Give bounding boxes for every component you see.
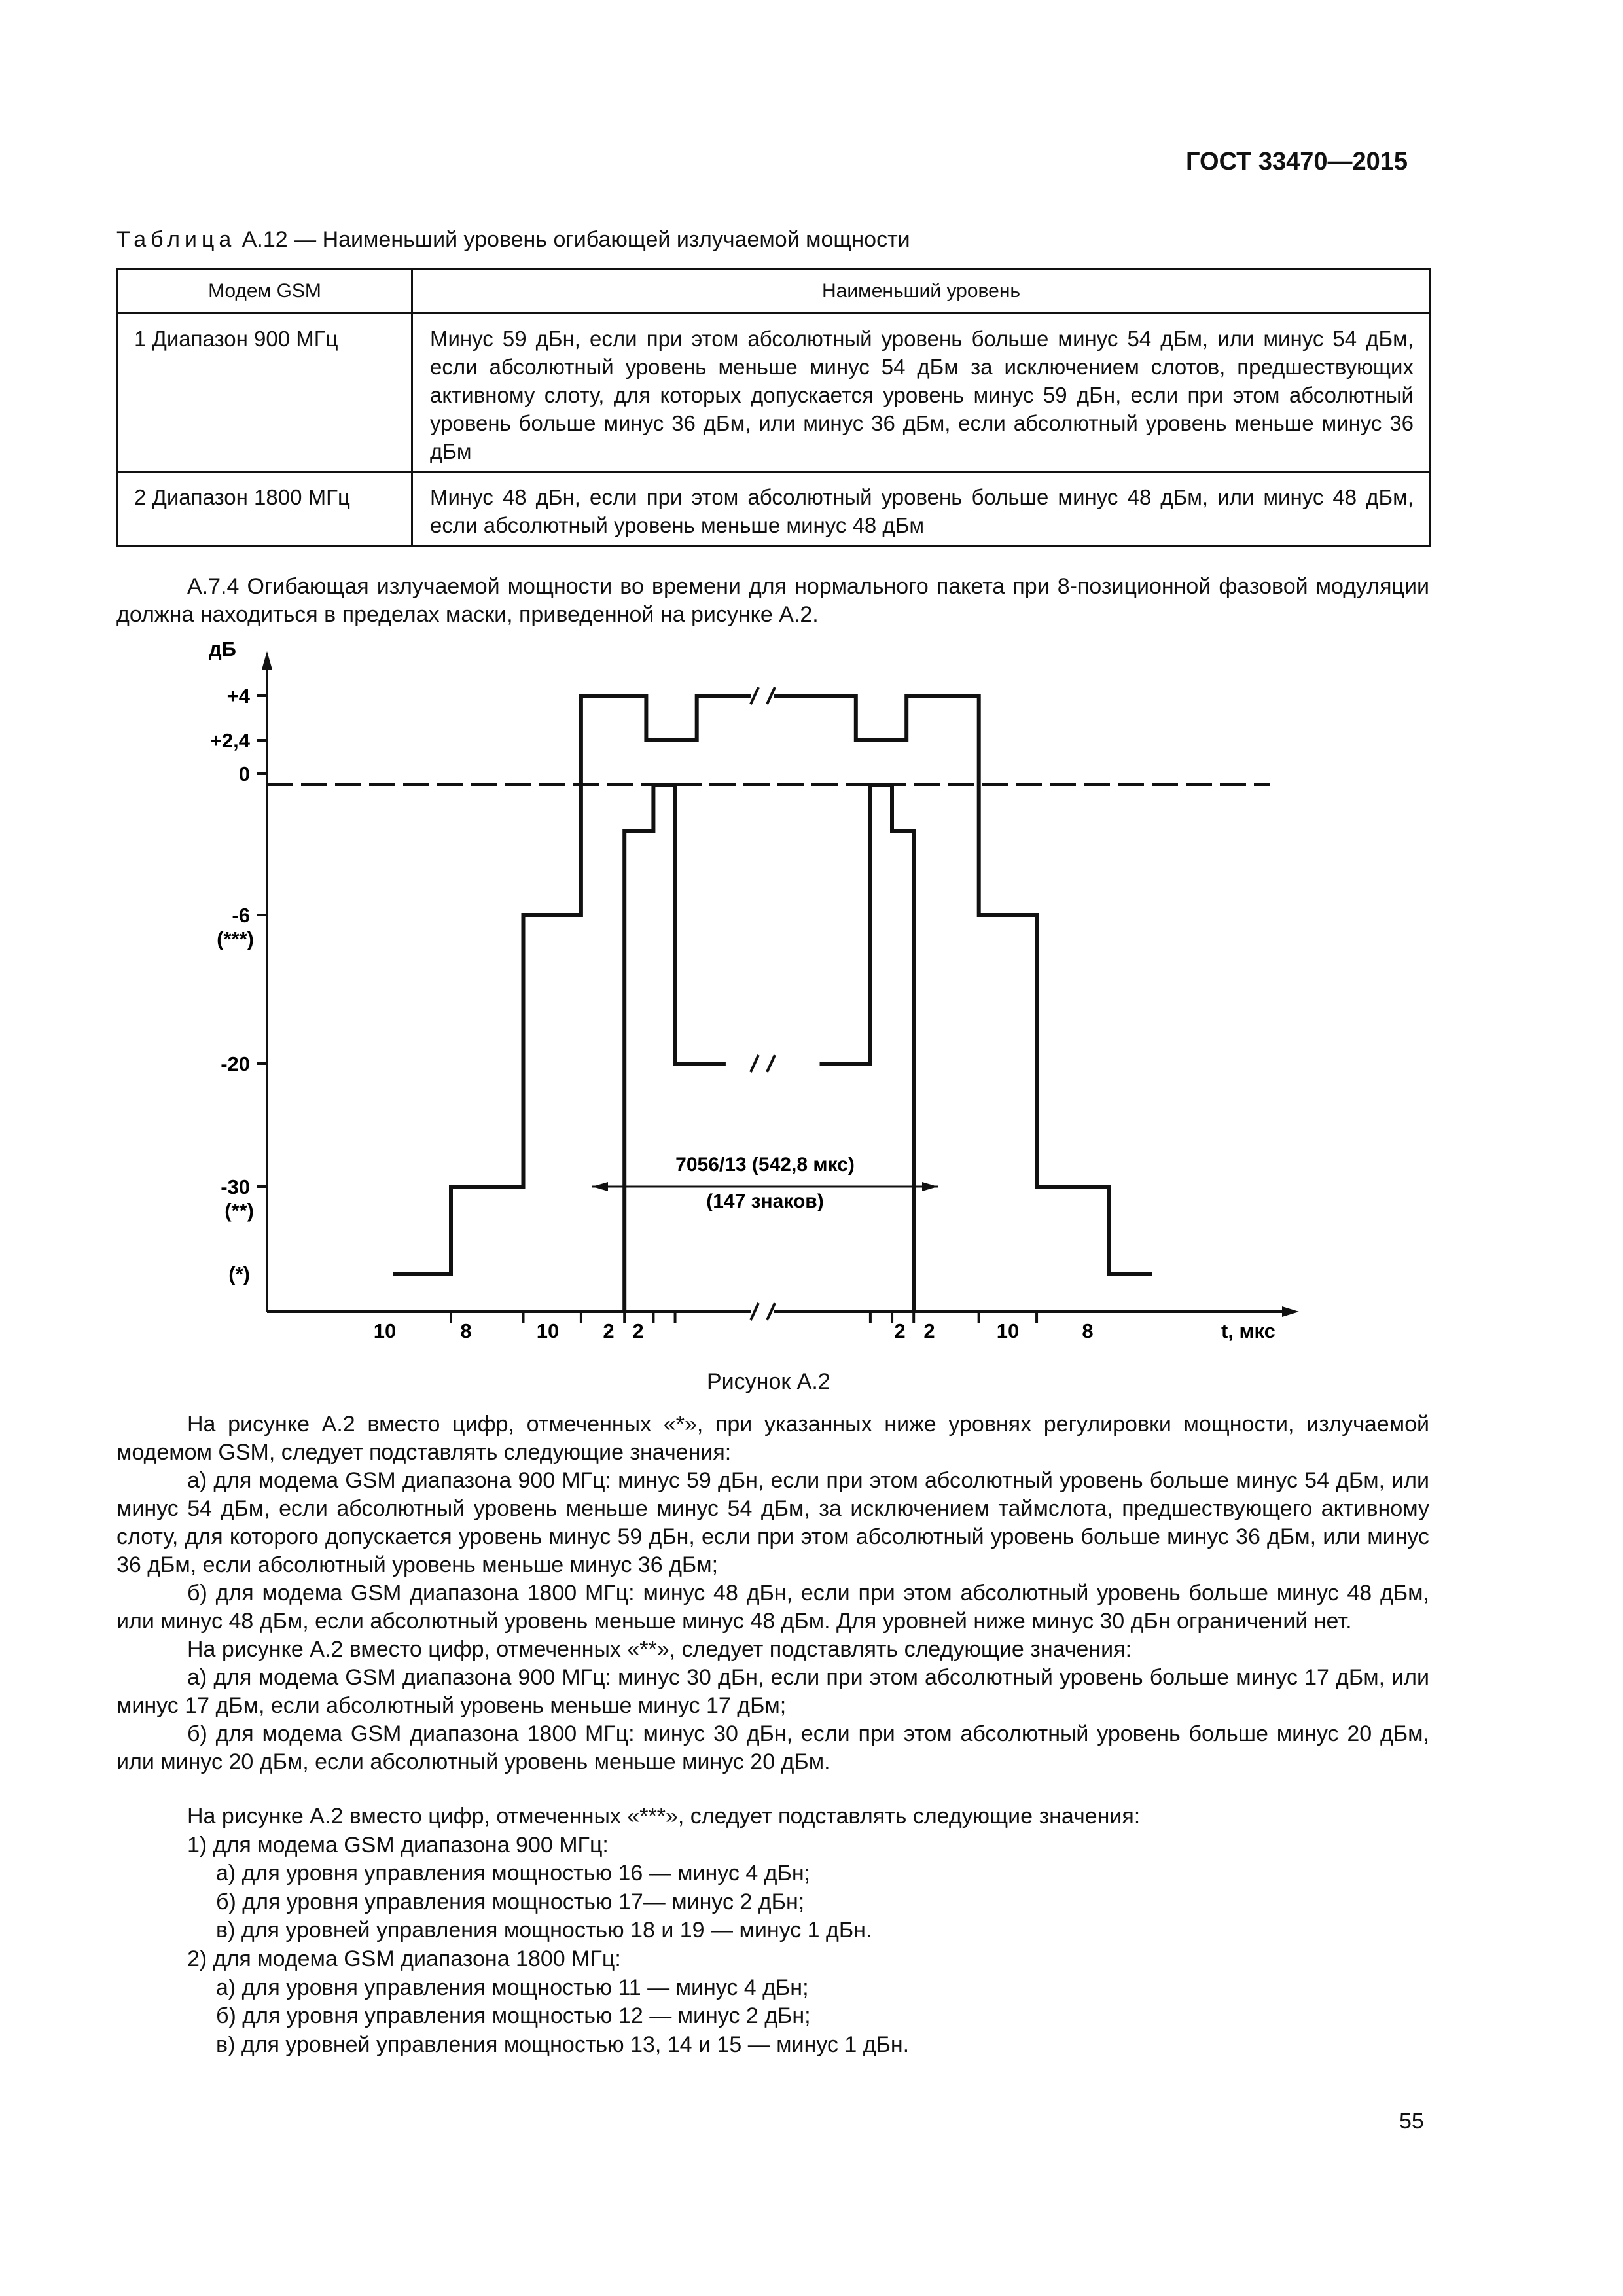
list-item: а) для уровня управления мощностью 16 — минус 4 дБн; [216,1861,811,1886]
list-item: б) для уровня управления мощностью 12 — минус 2 дБн; [216,2003,811,2029]
table-cell-level: Минус 48 дБн, если при этом абсолютный уровень больше минус 48 дБм, или минус 48 дБм, если абсолютный уровень меньше минус 48 дБм [412,472,1431,546]
list-item: На рисунке А.2 вместо цифр, отмеченных «***», следует подставлять следующие значения: [187,1804,1141,1829]
page-number: 55 [1399,2109,1424,2134]
span-annotation [592,1154,938,1212]
list-item: 1) для модема GSM диапазона 900 МГц: [187,1832,609,1857]
y-axis-label: дБ [209,637,236,660]
table-caption-prefix: Таблица [116,227,236,252]
column-header-level: Наименьший уровень [412,270,1431,314]
value-list [116,1803,1429,2059]
arrow-left-icon [592,1182,608,1191]
break-mark-middle [751,1055,775,1072]
chart-axes [262,651,1299,1317]
x-segment-label: 2 [632,1319,644,1342]
intro-paragraph: А.7.4 Огибающая излучаемой мощности во времени для нормального пакета при 8-позиционной фазовой модуляции должна находиться в пределах маски, приведенной на рисунке А.2. [116,574,1429,627]
arrow-right-icon [922,1182,938,1191]
span-sublabel: (147 знаков) [706,1191,824,1212]
x-segment-label: 10 [996,1319,1020,1342]
mask-series [393,696,1152,1312]
column-header-modem: Модем GSM [118,270,412,314]
table-cell-modem: 2 Диапазон 1800 МГц [118,472,412,546]
figure-caption: Рисунок А.2 [707,1369,830,1394]
x-segment-label: 2 [603,1319,615,1342]
table-caption-text: А.12 — Наименьший уровень огибающей излучаемой мощности [236,227,910,252]
x-segment-label: 8 [460,1319,472,1342]
list-item: б) для уровня управления мощностью 17— минус 2 дБн; [216,1889,805,1914]
list-item: а) для уровня управления мощностью 11 — минус 4 дБн; [216,1975,809,2000]
y-tick-label: +4 [226,685,250,708]
list-item: в) для уровней управления мощностью 18 и 19 — минус 1 дБн. [216,1918,872,1943]
mask-line [624,785,726,1312]
x-axis-arrow-icon [1282,1306,1299,1317]
mask-line [820,785,914,1312]
paragraph: На рисунке А.2 вместо цифр, отмеченных «*», при указанных ниже уровнях регулировки мощности, излучаемой модемом GSM, следует подставлять следующие значения: [116,1412,1429,1465]
x-segment-label: 10 [536,1319,560,1342]
table-cell-modem: 1 Диапазон 900 МГц [118,314,412,472]
paragraph: а) для модема GSM диапазона 900 МГц: минус 30 дБн, если при этом абсолютный уровень больше минус 17 дБм, или минус 17 дБм, если абсолютный уровень меньше минус 17 дБм; [116,1665,1429,1718]
table-cell-level: Минус 59 дБн, если при этом абсолютный уровень больше минус 54 дБм, или минус 54 дБм, если абсолютный уровень меньше минус 54 дБм за исключением слотов, предшествующих активному слоту, для которых допускается уровень минус 59 дБн, если при этом абсолютный уровень больше минус 36 дБм, или минус 36 дБм, если абсолютный уровень меньше минус 36 дБм [412,314,1431,472]
paragraph: На рисунке А.2 вместо цифр, отмеченных «**», следует подставлять следующие значения: [187,1637,1132,1662]
y-tick-label: -20 [221,1052,250,1075]
y-tick-label: +2,4 [209,729,250,752]
list-item: в) для уровней управления мощностью 13, 14 и 15 — минус 1 дБн. [216,2032,910,2057]
break-mark-top [751,687,775,704]
body-text [116,1410,1429,1776]
y-ticks [210,685,267,1285]
x-segment-label: 2 [923,1319,935,1342]
paragraph: б) для модема GSM диапазона 1800 МГц: минус 30 дБн, если при этом абсолютный уровень больше минус 20 дБм, или минус 20 дБм, если абсолютный уровень меньше минус 20 дБм. [116,1721,1429,1774]
paragraph: б) для модема GSM диапазона 1800 МГц: минус 48 дБн, если при этом абсолютный уровень больше минус 48 дБм, или минус 48 дБм, если абсолютный уровень меньше минус 48 дБм. Для уровней ниже минус 30 дБн ограничений нет. [116,1581,1429,1634]
document-code: ГОСТ 33470—2015 [1186,148,1408,175]
y-sublabel: (**) [224,1199,254,1222]
y-tick-label: (*) [228,1263,250,1285]
break-mark-axis [751,1303,775,1320]
paragraph: а) для модема GSM диапазона 900 МГц: минус 59 дБн, если при этом абсолютный уровень больше минус 54 дБм, или минус 54 дБм, если абсолютный уровень меньше минус 54 дБм, за исключением таймслота, предшествующего активному слоту, для которого допускается уровень минус 59 дБн, если при этом абсолютный уровень больше минус 36 дБм, или минус 36 дБм, если абсолютный уровень меньше минус 36 дБм; [116,1468,1429,1577]
y-tick-label: -30 [221,1175,250,1198]
span-label: 7056/13 (542,8 мкс) [675,1154,855,1175]
x-segment-label: 2 [894,1319,906,1342]
y-tick-label: -6 [232,904,250,927]
y-tick-label: 0 [238,762,250,785]
y-sublabel: (***) [217,927,254,950]
axis-breaks [751,687,775,1320]
x-axis-label: t, мкс [1221,1319,1275,1342]
y-axis-arrow-icon [262,651,272,670]
x-segment-label: 8 [1082,1319,1094,1342]
x-ticks [374,1312,1094,1342]
x-segment-label: 10 [373,1319,397,1342]
list-item: 2) для модема GSM диапазона 1800 МГц: [187,1946,621,1971]
